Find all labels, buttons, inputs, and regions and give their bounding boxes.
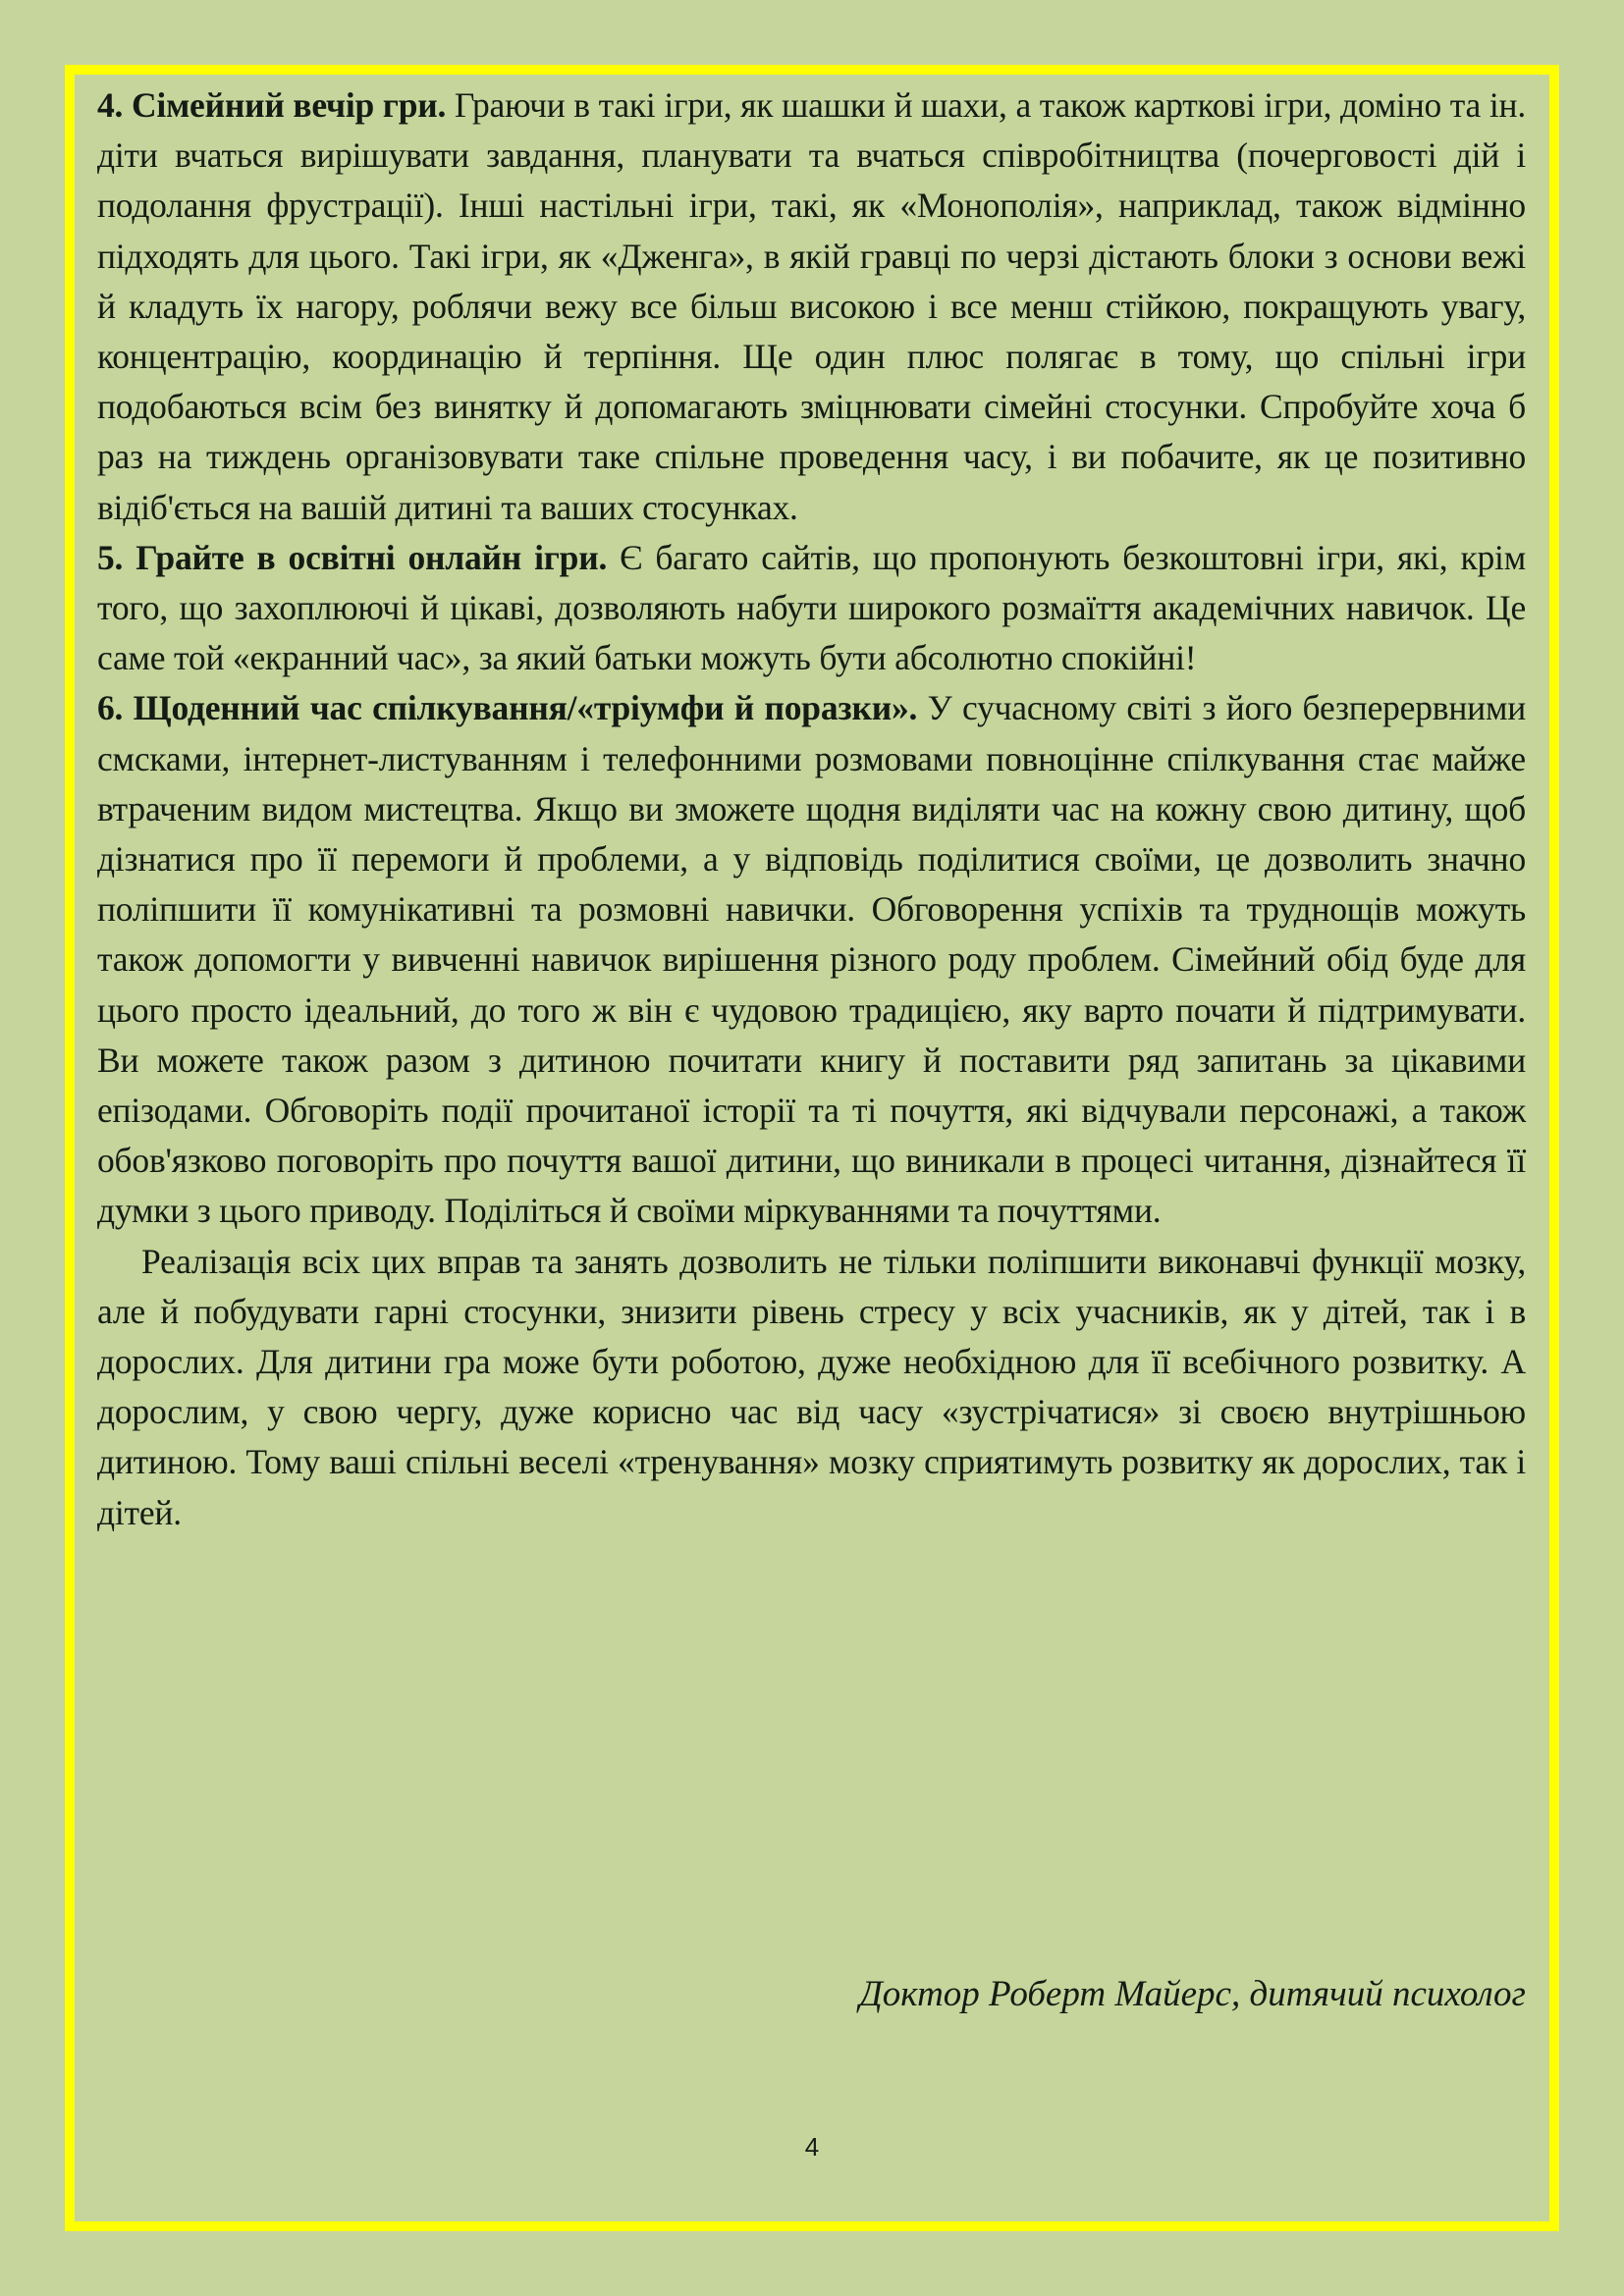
section-6-heading: 6. Щоденний час спілкування/«тріумфи й поразки». xyxy=(97,688,918,728)
section-4-heading: 4. Сімейний вечір гри. xyxy=(97,85,447,125)
page-number: 4 xyxy=(804,2132,820,2162)
conclusion-paragraph: Реалізація всіх цих вправ та занять дозволить не тільки поліпшити виконавчі функції мозку, але й побудувати гарні стосунки, знизити рівень стресу у всіх учасників, як у дітей, так і в дорослих. Для дитини гра може бути роботою, дуже необхідною для її всебічного розвитку. А дорослим, у свою чергу, дуже корисно час від часу «зустрічатися» зі своєю внутрішньою дитиною. Тому ваші спільні веселі «тренування» мозку сприятимуть розвитку як дорослих, так і дітей. xyxy=(97,1241,1526,1532)
section-5-body: Є багато сайтів, що пропонують безкоштовні ігри, які, крім того, що захоплюючі й цікаві, дозволяють набути широкого розмаїття академічних навичок. Це саме той «екранний час», за який батьки можуть бути абсолютно спокійні! xyxy=(97,537,1526,678)
section-6-body: У сучасному світі з його безперервними смсками, інтернет-листуванням і телефонними розмовами повноцінне спілкування стає майже втраченим видом мистецтва. Якщо ви зможете щодня виділяти час на кожну свою дитину, щоб дізнатися про її перемоги й проблеми, а у відповідь поділитися своїми, це дозволить значно поліпшити її комунікативні та розмовні навички. Обговорення успіхів та труднощів можуть також допомогти у вивченні навичок вирішення різного роду проблем. Сімейний обід буде для цього просто ідеальний, до того ж він є чудовою традицією, яку варто почати й підтримувати. Ви можете також разом з дитиною почитати книгу й поставити ряд запитань за цікавими епізодами. Обговоріть події прочитаної історії та ті почуття, які відчували персонажі, а також обов'язково поговоріть про почуття вашої дитини, що виникали в процесі читання, дізнайтеся її думки з цього приводу. Поділіться й своїми міркуваннями та почуттями. xyxy=(97,688,1527,1231)
section-5 xyxy=(97,533,1526,684)
section-4-body: Граючи в такі ігри, як шашки й шахи, а також карткові ігри, доміно та ін. діти вчаться вирішувати завдання, планувати та вчаться співробітництва (почерговості дій і подолання фрустрації). Інші настільні ігри, такі, як «Монополія», наприклад, також відмінно підходять для цього. Такі ігри, як «Дженга», в якій гравці по черзі дістають блоки з основи вежі й кладуть їх нагору, роблячи вежу все більш високою і все менш стійкою, покращують увагу, концентрацію, координацію й терпіння. Ще один плюс полягає в тому, що спільні ігри подобаються всім без винятку й допомагають зміцнювати сімейні стосунки. Спробуйте хоча б раз на тиждень організовувати таке спільне проведення часу, і ви побачите, як це позитивно відіб'ється на вашій дитині та ваших стосунках. xyxy=(97,85,1526,527)
section-5-heading: 5. Грайте в освітні онлайн ігри. xyxy=(97,537,608,577)
author-signature: Доктор Роберт Майерс, дитячий психолог xyxy=(859,1974,1526,2014)
section-4 xyxy=(97,80,1526,533)
document-body xyxy=(97,80,1526,1538)
section-6 xyxy=(97,683,1526,1236)
